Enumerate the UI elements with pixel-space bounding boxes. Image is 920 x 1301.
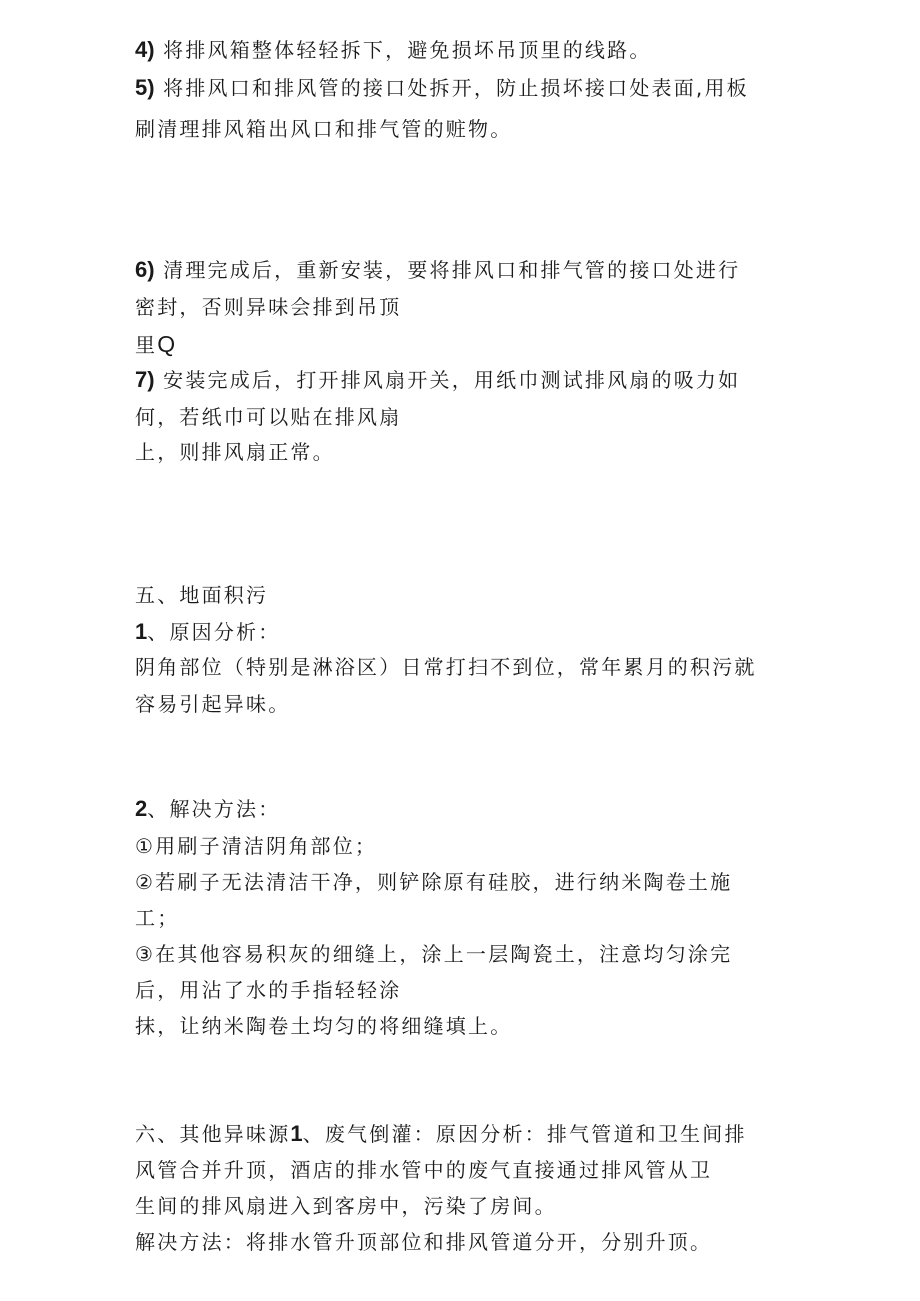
item-text: 、废气倒灌：原因分析：排气管道和卫生间排 <box>302 1122 747 1146</box>
step-text: 里 <box>135 333 158 357</box>
paragraph-text: 风管合并升顶，酒店的排水管中的废气直接通过排风管从卫 <box>135 1158 713 1182</box>
step-text: 上，则排风扇正常。 <box>135 440 335 464</box>
step-text: 将排风箱整体轻轻拆下，避免损坏吊顶里的线路。 <box>154 38 652 62</box>
step-6-continuation <box>135 330 175 359</box>
step-text: 安装完成后，打开排风扇开关，用纸巾测试排风扇的吸力如 <box>154 368 741 392</box>
solution-text: 后，用沾了水的手指轻轻涂 <box>135 978 402 1002</box>
step-suffix: Q <box>157 331 176 357</box>
section-5-solution-heading <box>135 795 280 823</box>
step-number: 4) <box>135 37 155 62</box>
item-number: 2 <box>135 796 148 821</box>
solution-item <box>135 832 377 860</box>
paragraph-text: 生间的排风扇进入到客房中，污染了房间。 <box>135 1194 557 1218</box>
step-7-continuation <box>135 403 401 431</box>
paragraph-line <box>135 1192 557 1220</box>
step-text: 密封，否则异味会排到吊顶 <box>135 295 402 319</box>
step-number: 6) <box>135 257 155 282</box>
solution-text: ②若刷子无法清洁干净，则铲除原有硅胶，进行纳米陶卷土施 <box>135 870 733 894</box>
solution-item-continuation <box>135 976 401 1004</box>
step-7-continuation <box>135 438 335 466</box>
paragraph-text: 解决方法：将排水管升顶部位和排风管道分开，分别升顶。 <box>135 1230 713 1254</box>
step-5-line <box>135 74 749 102</box>
step-text: 清理完成后，重新安装，要将排风口和排气管的接口处进行 <box>154 258 741 282</box>
paragraph-line <box>135 1228 712 1256</box>
paragraph-text: 容易引起异味。 <box>135 692 291 716</box>
step-4-line <box>135 36 652 64</box>
solution-item-continuation <box>135 1012 512 1040</box>
solution-text: 工； <box>135 906 180 930</box>
solution-text: ①用刷子清洁阴角部位； <box>135 834 378 858</box>
paragraph-line <box>135 690 290 718</box>
step-number: 5) <box>135 75 155 100</box>
section-heading-text: 五、地面积污 <box>135 583 269 607</box>
solution-item-continuation <box>135 904 179 932</box>
item-number: 1 <box>290 1121 303 1146</box>
step-text: 何，若纸巾可以贴在排风扇 <box>135 405 402 429</box>
section-5-heading <box>135 581 268 609</box>
solution-item <box>135 868 732 896</box>
item-number: 1 <box>135 619 148 644</box>
paragraph-text: 阴角部位（特别是淋浴区）日常打扫不到位，常年累月的积污就 <box>135 655 757 679</box>
step-text: 将排风口和排风管的接口处拆开，防止损坏接口处表面,用板 <box>154 76 749 100</box>
paragraph-line <box>135 653 757 681</box>
step-text: 刷清理排风箱出风口和排气管的赃物。 <box>135 117 513 141</box>
item-text: 、原因分析： <box>147 620 281 644</box>
solution-text: 抹，让纳米陶卷土均匀的将细缝填上。 <box>135 1014 513 1038</box>
step-5-continuation <box>135 115 512 143</box>
section-6-heading <box>135 1120 747 1148</box>
step-6-line <box>135 256 740 284</box>
step-number: 7) <box>135 367 155 392</box>
step-6-continuation <box>135 293 401 321</box>
solution-text: ③在其他容易积灰的细缝上，涂上一层陶瓷土，注意均匀涂完 <box>135 942 733 966</box>
step-7-line <box>135 366 740 394</box>
section-heading-text: 六、其他异味源 <box>135 1122 291 1146</box>
item-text: 、解决方法： <box>147 797 281 821</box>
solution-item <box>135 940 732 968</box>
section-5-cause-heading <box>135 618 280 646</box>
paragraph-line <box>135 1156 712 1184</box>
